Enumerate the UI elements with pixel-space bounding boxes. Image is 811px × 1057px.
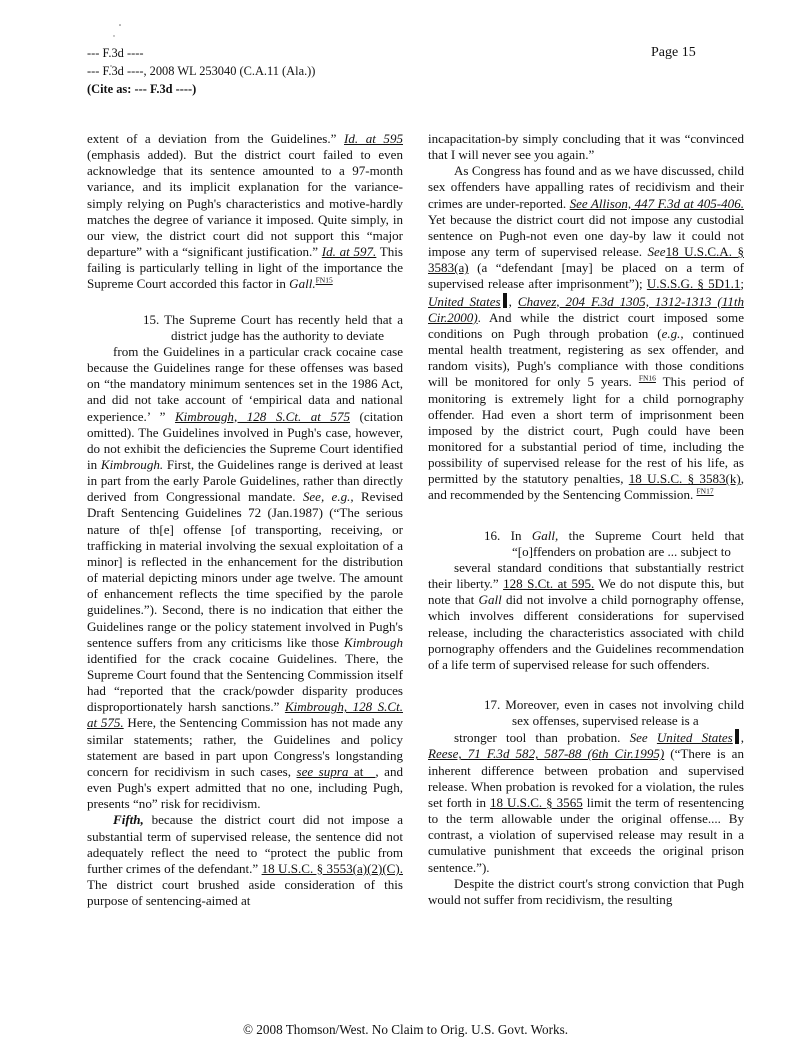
text-run: , — [508, 293, 518, 309]
link-18-usca-3583a[interactable]: 18 U.S.C.A. § 3583(a) — [428, 244, 744, 276]
footnote-17-body — [428, 729, 744, 875]
link-18-usc-3553[interactable]: 18 U.S.C. § 3553(a)(2)(C). — [261, 860, 403, 876]
footnote-15-head: 15. The Supreme Court has recently held that a district judge has the authority to deviate — [143, 311, 403, 343]
link-kimbrough-575[interactable]: Kimbrough, 128 S.Ct. at 575 — [174, 408, 350, 424]
text-run: limit the term of resentencing to the term allowable under the original offense.... By contrast, a violation of supervised release may result in a cumulative punishment that exceeds the original prison sentence.”). — [428, 794, 744, 875]
signal-eg: e.g., — [661, 325, 684, 341]
text-run: (“There is an inherent difference between probation and supervised release. When probation is revoked for a violation, the rules set forth in — [428, 746, 744, 810]
text-run: several standard conditions that substantially restrict their liberty.” — [428, 559, 744, 592]
text-run: from the Guidelines in a particular crack cocaine case because the Guidelines range for these offenses was based on “the mandatory minimum sentences set in the 1986 Act, and did not take account of ‘empirical data and national experience.’ ” — [87, 343, 403, 424]
text-run: We do not dispute this, but note that — [428, 576, 744, 608]
link-united-states-reese[interactable]: United States — [656, 730, 733, 746]
link-kimbrough-575-second[interactable]: Kimbrough, 128 S.Ct. at 575. — [87, 699, 403, 731]
paragraph-despite: Despite the district court's strong conviction that Pugh would not suffer from recidivism, the resulting — [428, 875, 744, 907]
link-united-states[interactable]: United States — [428, 293, 501, 309]
link-id-at-595[interactable]: Id. at 595 — [344, 131, 403, 146]
footnote-16-head — [428, 528, 744, 560]
signal-see: See — [647, 244, 666, 260]
left-column — [87, 131, 403, 909]
link-supra-at[interactable]: at _ — [348, 763, 376, 779]
text-run: because the district court did not impose a substantial term of supervised release, the sentence did not adequately reflect the need to “protect the public from further crimes of the defendant.” — [87, 812, 403, 876]
signal-see: See — [629, 730, 648, 746]
text-run: (a “defendant [may] be placed on a term of supervised release after imprisonment”); — [428, 260, 744, 292]
text-run: First, the Guidelines range is derived at least in part from the early Parole Guidelines, rather than directly derived from Congressional mandate. — [87, 456, 403, 505]
footnote-15-body — [87, 344, 403, 813]
text-run: did not involve a child pornography offense, which involves different considerations for supervised release, including the characteristics associated with child pornography offenders and the Guidelines recommendation of a life term of supervised release for such offenders. — [428, 592, 744, 672]
text-run: As Congress has found and as we have discussed, child sex offenders have appalling rates of recidivism and their crimes are under-reported. — [428, 163, 744, 211]
footnote-17 — [428, 697, 744, 876]
text-run: the Supreme Court held that “[o]ffenders on probation are ... subject to — [512, 527, 745, 559]
page-number: Page 15 — [651, 45, 696, 60]
footnote-15 — [87, 312, 403, 813]
text-run: This period of monitoring is extremely light for a child pornography offender. Had even a short term of imprisonment been imposed by the district court, Pugh could have been monitored for a substantial period of time, including the possibility of supervised release for the rest of his life, as permitted by the statutory penalties, — [428, 374, 744, 487]
text-run: , and even Pugh's expert admitted that no one, including Pugh, presents “no” risk for recidivism. — [87, 763, 403, 812]
text-run: This failing is particularly telling in light of the importance the Supreme Court accorded this factor in — [87, 244, 403, 292]
link-128-sct-595[interactable]: 128 S.Ct. at 595. — [503, 576, 595, 592]
header-line-1: --- F.3d ---- — [87, 46, 144, 60]
text-run: continued mental health treatment, registering as sex offender, and random visits), Pugh's compliance with those conditions will be monitored for only 5 years. — [428, 325, 744, 390]
link-18-usc-3583k[interactable]: 18 U.S.C. § 3583(k) — [628, 471, 741, 487]
link-chavez[interactable]: Chavez, 204 F.3d 1305, 1312-1313 (11th Cir.2000) — [428, 293, 744, 325]
text-run: Here, the Sentencing Commission has not made any similar statements; rather, the Guidelines and policy statement are based in part upon Congress's longstanding concern for recidivism in such cases, — [87, 715, 403, 779]
text-run — [648, 730, 657, 745]
text-run: Revised Draft Sentencing Guidelines 72 (Jan.1987) (“The serious nature of th[e] offense [of transporting, receiving, or trafficking in material involving the sexual exploitation of a minor] is reflected in the enhancement for the distribution of material depicting minors under age twelve. The amount of enhancement reflects the time specified by the parole guidelines.”). Second, there is no indication that either the Guidelines range or the policy statement involved in Pugh's sentence suffers from any criticisms like those — [87, 489, 404, 650]
text-run: Yet because the district court did not impose any custodial sentence on Pugh-not even one day-by law it could not impose any term of supervised release. — [428, 211, 744, 260]
right-column — [428, 131, 744, 908]
paragraph-deviation — [87, 131, 403, 293]
label-fifth: Fifth, — [113, 812, 144, 828]
text-run: stronger tool than probation. — [454, 730, 630, 746]
text-cursor-marker — [735, 729, 739, 744]
copyright-footer: © 2008 Thomson/West. No Claim to Orig. U.S. Govt. Works. — [242, 1022, 568, 1037]
link-see-supra[interactable]: see supra — [296, 763, 349, 779]
case-name-gall: Gall — [478, 592, 502, 608]
footnote-ref-fn16[interactable]: FN16 — [638, 374, 656, 383]
case-name-gall: Gall, — [531, 527, 559, 543]
text-run: , — [740, 730, 745, 746]
link-reese[interactable]: Reese, 71 F.3d 582, 587-88 (6th Cir.1995) — [428, 746, 665, 762]
link-allison[interactable]: See Allison, 447 F.3d at 405-406. — [569, 195, 744, 211]
case-name-kimbrough: Kimbrough — [344, 634, 403, 650]
footnote-16-body — [428, 560, 744, 673]
citation-header — [87, 44, 447, 98]
footnote-ref-fn15[interactable]: FN15 — [315, 276, 333, 286]
footnote-17-head: 17. Moreover, even in cases not involving child sex offenses, supervised release is a — [484, 697, 744, 729]
link-18-usc-3565[interactable]: 18 U.S.C. § 3565 — [489, 794, 583, 810]
paragraph-fifth — [87, 812, 403, 909]
footnote-16 — [428, 528, 744, 673]
text-run: 16. In — [484, 527, 532, 543]
link-id-at-597[interactable]: Id. at 597. — [321, 244, 377, 260]
text-run: (emphasis added). But the district court failed to even acknowledge that its sentence amounted to a 97-month variance, and its implicit explanation for the variance-simply relying on Pugh's characteristics and motive-hardly matches the degree of variance it imposed. Quite simply, in our view, the district court did not support this “major departure” with a “significant justification.” — [87, 147, 403, 260]
text-run: ; — [740, 276, 744, 292]
text-run: The district court brushed aside consideration of this purpose of sentencing-aimed at — [87, 877, 403, 909]
paragraph-congress — [428, 163, 744, 503]
text-run: (citation omitted). The Guidelines involved in Pugh's case, however, do not exhibit the deficiencies the Supreme Court identified in — [87, 408, 404, 472]
text-cursor-marker — [503, 293, 507, 308]
header-line-2: --- F.3d ----, 2008 WL 253040 (C.A.11 (Ala.)) — [87, 64, 316, 78]
signal-see-eg: See, e.g., — [302, 489, 354, 505]
case-name-gall: Gall. — [289, 276, 316, 292]
paragraph-incapacitation: incapacitation-by simply concluding that it was “convinced that I will never see you again.” — [428, 131, 744, 163]
case-name-kimbrough: Kimbrough. — [100, 456, 164, 472]
text-run: , and recommended by the Sentencing Commission. — [428, 471, 744, 503]
text-run: . And while the district court imposed some conditions on Pugh through probation ( — [428, 309, 744, 341]
header-cite-as: (Cite as: --- F.3d ----) — [87, 82, 197, 96]
footnote-ref-fn17[interactable]: FN17 — [696, 487, 714, 497]
text-run: identified for the crack cocaine Guidelines. There, the Supreme Court found that the Sentencing Commission itself had “reported that the crack/powder disparity produces disproportionately harsh sanctions.” — [87, 650, 403, 715]
link-ussg-5d1-1[interactable]: U.S.S.G. § 5D1.1 — [646, 276, 741, 292]
text-run: extent of a deviation from the Guidelines.” — [87, 131, 344, 146]
